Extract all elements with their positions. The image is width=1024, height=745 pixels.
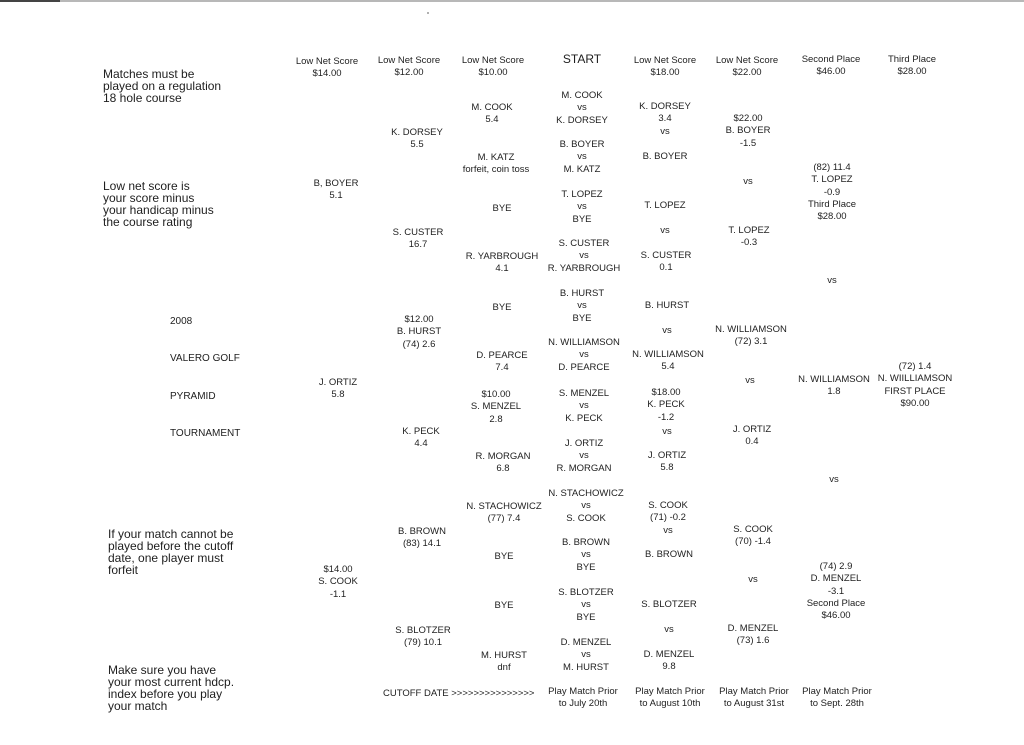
header-left-round-1 <box>462 55 524 78</box>
header-amount: $12.00 <box>394 66 424 78</box>
note-cutoff-forfeit: If your match cannot be played before the cutoff date, one player must forfeit <box>108 527 234 577</box>
right-r1-dorsey: K. DORSEY 3.4 <box>639 101 691 125</box>
note-regulation-course: Matches must be played on a regulation 18 hole course <box>103 67 222 105</box>
left-r1-result-morgan: R. MORGAN 6.8 <box>475 451 531 475</box>
header-title: START <box>562 52 602 66</box>
left-r1-result-bye: BYE <box>492 302 512 313</box>
right-r3-vs: vs <box>827 275 837 286</box>
right-r1-lopez: T. LOPEZ <box>644 200 686 211</box>
header-right-round-3 <box>802 54 861 77</box>
right-r2-menzel: D. MENZEL (73) 1.6 <box>727 623 779 647</box>
right-r1-williamson: N. WILLIAMSON 5.4 <box>632 349 704 373</box>
scan-speck <box>427 12 429 14</box>
right-r2-boyer: $22.00 B. BOYER -1.5 <box>725 113 771 149</box>
right-r1-vs: vs <box>664 624 674 635</box>
left-r1-result-katz: M. KATZ forfeit, coin toss <box>462 152 530 176</box>
left-r2-result-peck: K. PECK 4.4 <box>402 426 440 450</box>
start-match-boyer-katz: B. BOYER vs M. KATZ <box>559 139 605 175</box>
scan-top-edge-mark <box>0 0 60 2</box>
header-title: Low Net Score <box>715 55 779 66</box>
left-r1-result-cook: M. COOK 5.4 <box>471 102 513 126</box>
deadline-round-4: Play Match Prior to Sept. 28th <box>802 686 872 710</box>
right-r1-vs: vs <box>662 426 672 437</box>
left-r2-result-custer: S. CUSTER 16.7 <box>392 227 444 251</box>
header-amount: $10.00 <box>478 66 508 78</box>
right-r1-boyer: B. BOYER <box>642 151 688 162</box>
right-r2-cook: S. COOK (70) -1.4 <box>733 524 773 548</box>
right-r3-lopez-third-place: (82) 11.4 T. LOPEZ -0.9 Third Place $28.00 <box>807 162 857 223</box>
left-r1-result-menzel: $10.00 S. MENZEL 2.8 <box>470 389 522 425</box>
right-r3-menzel-second-place: (74) 2.9 D. MENZEL -3.1 Second Place $46.00 <box>806 561 866 622</box>
header-start <box>563 53 601 66</box>
left-r1-result-bye: BYE <box>494 600 514 611</box>
right-r1-menzel: D. MENZEL 9.8 <box>643 649 695 673</box>
header-final <box>888 54 936 77</box>
right-r1-custer: S. CUSTER 0.1 <box>640 250 692 274</box>
right-r1-peck: $18.00 K. PECK -1.2 <box>647 387 685 423</box>
tournament-name-line-3: TOURNAMENT <box>170 428 241 439</box>
first-place-winner: (72) 1.4 N. WIILLIAMSON FIRST PLACE $90.00 <box>877 361 953 409</box>
start-match-hurst-bye: B. HURST vs BYE <box>559 288 605 324</box>
right-r2-lopez: T. LOPEZ -0.3 <box>728 225 770 249</box>
right-r2-vs: vs <box>745 375 755 386</box>
left-r3-result-boyer: B, BOYER 5.1 <box>313 178 359 202</box>
deadline-round-1: Play Match Prior to July 20th <box>548 686 618 710</box>
note-low-net-score: Low net score is your score minus your handicap minus the course rating <box>103 179 214 229</box>
left-r1-result-bye: BYE <box>492 203 512 214</box>
tournament-year: 2008 <box>170 316 193 327</box>
tournament-name-line-2: PYRAMID <box>170 391 216 402</box>
start-match-brown-bye: B. BROWN vs BYE <box>561 537 611 573</box>
right-r1-brown: B. BROWN <box>644 549 694 560</box>
start-match-menzel-hurst: D. MENZEL vs M. HURST <box>560 637 612 673</box>
header-title: Low Net Score <box>295 56 359 67</box>
header-right-round-2 <box>716 55 778 78</box>
right-r2-williamson: N. WILLIAMSON (72) 3.1 <box>715 324 787 348</box>
right-r1-vs: vs <box>660 126 670 137</box>
left-r1-result-hurst: M. HURST dnf <box>481 650 527 674</box>
right-r1-cook: S. COOK (71) -0.2 <box>648 500 688 524</box>
right-r1-vs: vs <box>663 525 673 536</box>
header-title: Low Net Score <box>461 55 525 66</box>
right-r1-ortiz: J. ORTIZ 5.8 <box>647 450 687 474</box>
right-r1-hurst: B. HURST <box>644 300 690 311</box>
cutoff-date-label: CUTOFF DATE >>>>>>>>>>>>>>> <box>383 688 535 699</box>
start-match-blotzer-bye: S. BLOTZER vs BYE <box>558 587 614 623</box>
left-r1-result-yarbrough: R. YARBROUGH 4.1 <box>465 251 539 275</box>
header-title: Second Place <box>801 54 861 65</box>
right-r2-vs: vs <box>748 574 758 585</box>
right-r2-ortiz: J. ORTIZ 0.4 <box>732 424 772 448</box>
right-r3-vs: vs <box>829 474 839 485</box>
start-match-menzel-peck: S. MENZEL vs K. PECK <box>558 388 610 424</box>
left-r3-result-cook: $14.00 S. COOK -1.1 <box>318 564 358 600</box>
tournament-name-line-1: VALERO GOLF <box>170 353 240 364</box>
right-r2-vs: vs <box>743 176 753 187</box>
header-amount: $18.00 <box>650 66 680 78</box>
scan-top-edge <box>0 0 1024 2</box>
deadline-round-3: Play Match Prior to August 31st <box>719 686 789 710</box>
left-r2-result-blotzer: S. BLOTZER (79) 10.1 <box>395 625 451 649</box>
note-handicap-index: Make sure you have your most current hdcp. index before you play your match <box>108 663 235 713</box>
header-amount: $22.00 <box>732 66 762 78</box>
start-match-stachowicz-cook: N. STACHOWICZ vs S. COOK <box>548 488 624 524</box>
start-match-lopez-bye: T. LOPEZ vs BYE <box>561 189 603 225</box>
right-r3-williamson: N. WILLIAMSON 1.8 <box>798 374 870 398</box>
left-r2-result-brown: B. BROWN (83) 14.1 <box>397 526 447 550</box>
left-r3-result-ortiz: J. ORTIZ 5.8 <box>318 377 358 401</box>
header-left-round-3 <box>296 56 358 79</box>
header-title: Low Net Score <box>377 55 441 66</box>
left-r1-result-bye: BYE <box>494 551 514 562</box>
left-r2-result-hurst: $12.00 B. HURST (74) 2.6 <box>396 314 442 350</box>
left-r1-result-stachowicz: N. STACHOWICZ (77) 7.4 <box>466 501 542 525</box>
header-amount: $28.00 <box>897 65 927 77</box>
start-match-ortiz-morgan: J. ORTIZ vs R. MORGAN <box>556 438 612 474</box>
left-r1-result-pearce: D. PEARCE 7.4 <box>476 350 528 374</box>
deadline-round-2: Play Match Prior to August 10th <box>635 686 705 710</box>
header-left-round-2 <box>378 55 440 78</box>
header-title: Third Place <box>887 54 937 65</box>
right-r1-vs: vs <box>660 225 670 236</box>
left-r2-result-dorsey: K. DORSEY 5.5 <box>391 127 443 151</box>
right-r1-vs: vs <box>662 325 672 336</box>
start-match-williamson-pearce: N. WILLIAMSON vs D. PEARCE <box>548 337 620 373</box>
right-r1-blotzer: S. BLOTZER <box>641 599 697 610</box>
header-amount: $14.00 <box>312 67 342 79</box>
start-match-custer-yarbrough: S. CUSTER vs R. YARBROUGH <box>547 238 621 274</box>
header-right-round-1 <box>634 55 696 78</box>
header-title: Low Net Score <box>633 55 697 66</box>
start-match-cook-dorsey: M. COOK vs K. DORSEY <box>556 90 608 126</box>
header-amount: $46.00 <box>816 65 846 77</box>
